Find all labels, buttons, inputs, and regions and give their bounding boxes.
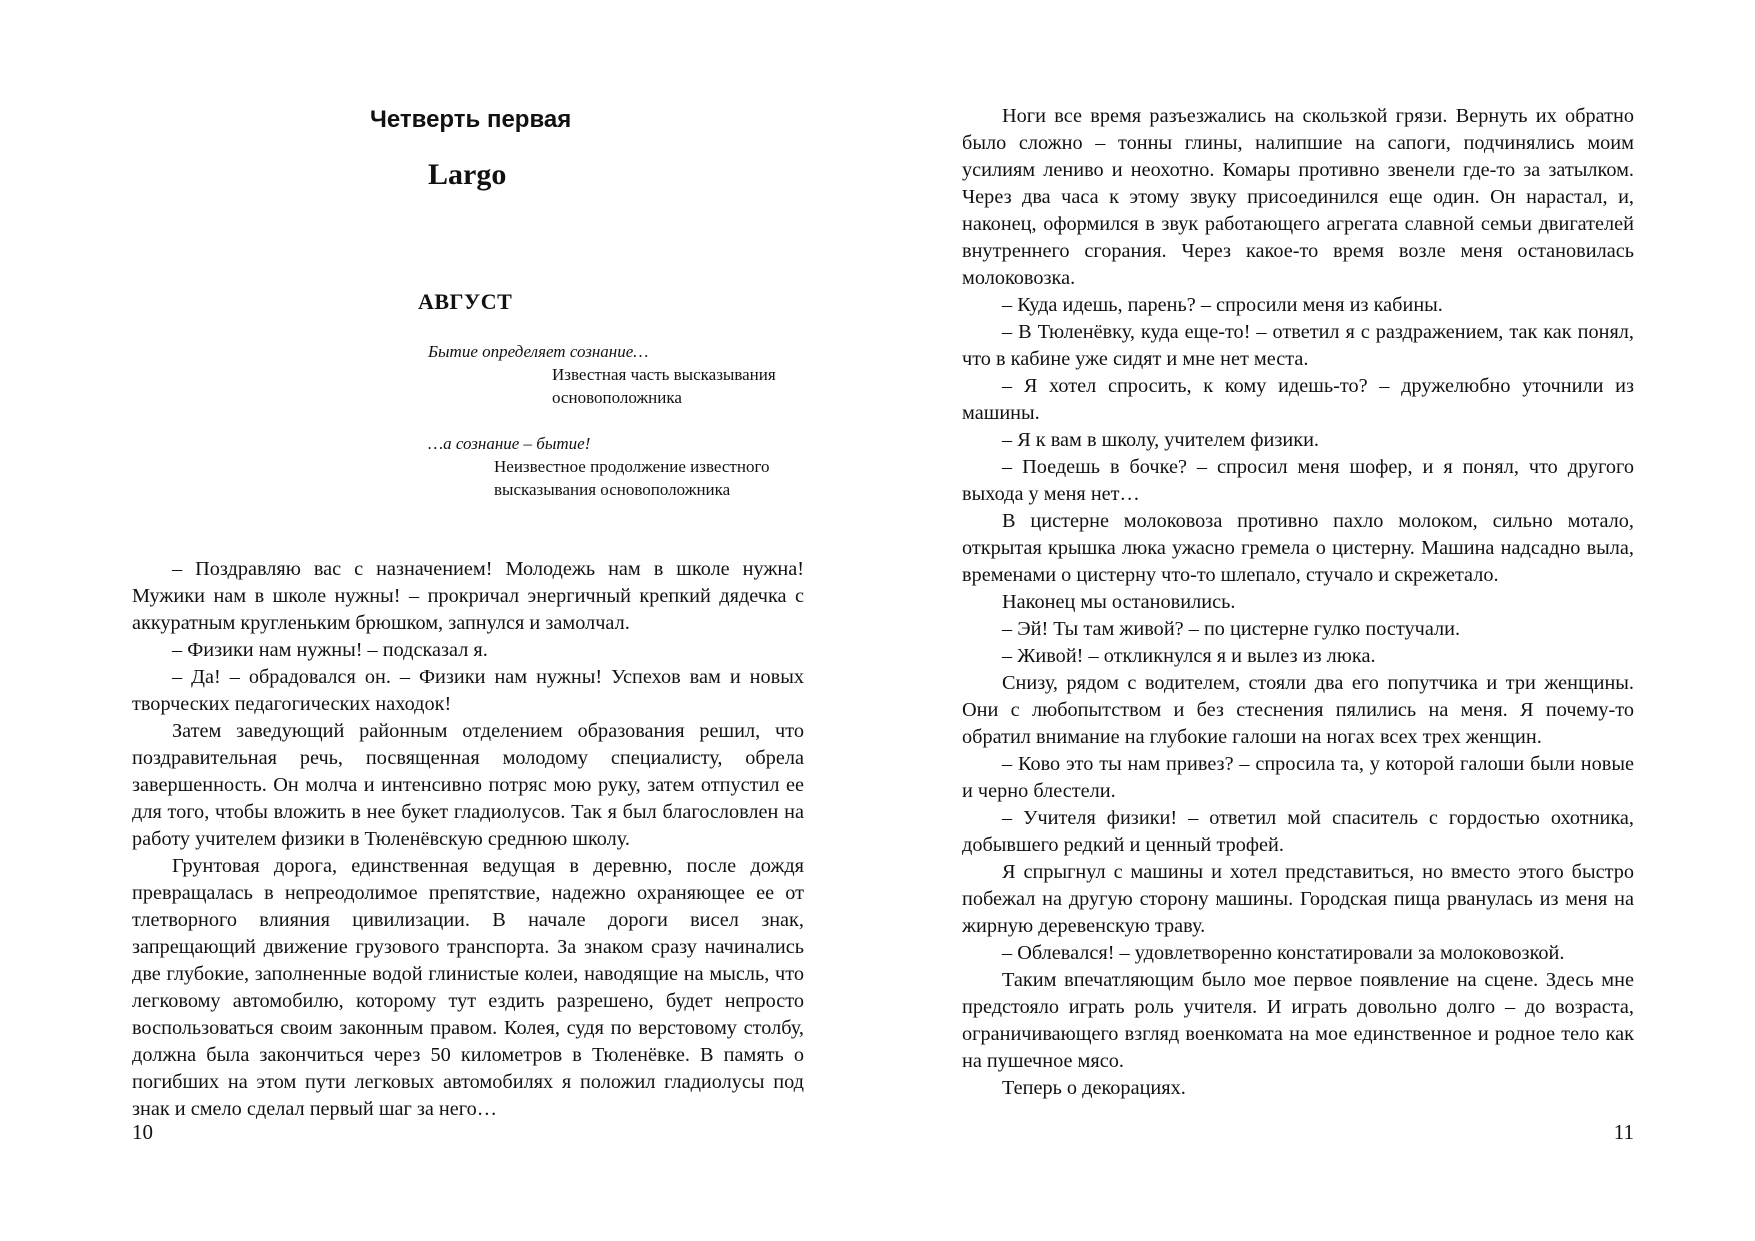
paragraph: Теперь о декорациях. (1002, 1077, 1186, 1099)
paragraph: Затем заведующий районным отделением образования решил, что поздравительная речь, посвященная молодому специалисту, обрела завершенность. Он молча и интенсивно потряс мою руку, затем отпустил ее для того, чтобы вложить в нее букет гладиолусов. Так я был благословлен на работу учителем физики в Тюленёвскую среднюю школу. (132, 720, 804, 850)
paragraph: – Облевался! – удовлетворенно констатировали за молоковозкой. (1002, 942, 1565, 964)
paragraph: Наконец мы остановились. (1002, 591, 1236, 613)
epigraph-quote: Бытие определяет сознание… (428, 342, 649, 361)
paragraph: – Куда идешь, парень? – спросили меня из кабины. (1002, 294, 1443, 316)
paragraph: Я спрыгнул с машины и хотел представиться, но вместо этого быстро побежал на другую сторону машины. Городская пища рванулась из меня на жирную деревенскую траву. (962, 861, 1634, 937)
paragraph: – Физики нам нужны! – подсказал я. (172, 639, 488, 661)
paragraph: – Эй! Ты там живой? – по цистерне гулко постучали. (1002, 618, 1461, 640)
paragraph: – Ково это ты нам привез? – спросила та, у которой галоши были новые и черно блестели. (962, 753, 1634, 802)
body-text (962, 103, 1634, 1102)
paragraph: Снизу, рядом с водителем, стояли два его попутчика и три женщины. Они с любопытством и без стеснения пялились на меня. Я почему-то обратил внимание на глубокие галоши на ногах всех трех женщин. (962, 672, 1634, 748)
paragraph: Грунтовая дорога, единственная ведущая в деревню, после дождя превращалась в непреодолимое препятствие, надежно охраняющее ее от тлетворного влияния цивилизации. В начале дороги висел знак, запрещающий движение грузового транспорта. За знаком сразу начинались две глубокие, заполненные водой глинистые колеи, наводящие на мысль, что легковому автомобилю, которому тут ездить разрешено, будет непросто воспользоваться своим законным правом. Колея, судя по верстовому столбу, должна была закончиться через 50 километров в Тюленёвке. В память о погибших на этом пути легковых автомобилях я положил гладиолусы под знак и смело сделал первый шаг за него… (132, 855, 804, 1120)
paragraph: – Поздравляю вас с назначением! Молодежь нам в школе нужна! Мужики нам в школе нужны! – прокричал энергичный крепкий дядечка с аккуратным кругленьким брюшком, запнулся и замолчал. (132, 558, 804, 634)
paragraph: Таким впечатляющим было мое первое появление на сцене. Здесь мне предстояло играть роль учителя. И играть довольно долго – до возраста, ограничивающего взгляд военкомата на мое единственное и родное тело как на пушечное мясо. (962, 969, 1634, 1072)
part-title: Четверть первая (370, 106, 572, 133)
paragraph: – Поедешь в бочке? – спросил меня шофер, и я понял, что другого выхода у меня нет… (962, 456, 1634, 505)
paragraph: – Живой! – откликнулся я и вылез из люка. (1002, 645, 1376, 667)
left-page (132, 0, 804, 1241)
chapter-title: Largo (428, 158, 507, 191)
epigraph-attribution-line: Известная часть высказывания (552, 365, 776, 384)
page-number: 10 (132, 1120, 153, 1144)
right-page (962, 0, 1634, 1241)
paragraph: Ноги все время разъезжались на скользкой грязи. Вернуть их обратно было сложно – тонны глины, налипшие на сапоги, подчинялись моим усилиям лениво и неохотно. Комары противно звенели где-то за затылком. Через два часа к этому звуку присоединился еще один. Он нарастал, и, наконец, оформился в звук работающего агрегата славной семьи двигателей внутреннего сгорания. Через какое-то время возле меня остановилась молоковозка. (962, 105, 1634, 289)
page-number: 11 (1613, 1120, 1634, 1144)
epigraph-quote: …а сознание – бытие! (428, 434, 591, 453)
paragraph: – Я хотел спросить, к кому идешь-то? – дружелюбно уточнили из машины. (962, 375, 1634, 424)
paragraph: – Да! – обрадовался он. – Физики нам нужны! Успехов вам и новых творческих педагогических находок! (132, 666, 804, 715)
epigraph-attribution-line: Неизвестное продолжение известного (494, 457, 770, 476)
epigraph-attribution-line: основоположника (552, 388, 682, 407)
paragraph: В цистерне молоковоза противно пахло молоком, сильно мотало, открытая крышка люка ужасно гремела о цистерну. Машина надсадно выла, временами о цистерну что-то шлепало, стучало и скрежетало. (962, 510, 1634, 586)
epigraph (428, 432, 770, 501)
body-text (132, 556, 804, 1123)
epigraph (428, 340, 776, 409)
paragraph: – Учителя физики! – ответил мой спаситель с гордостью охотника, добывшего редкий и ценный трофей. (962, 807, 1634, 856)
epigraph-attribution-line: высказывания основоположника (494, 480, 731, 499)
paragraph: – Я к вам в школу, учителем физики. (1002, 429, 1320, 451)
section-heading: АВГУСТ (418, 289, 513, 314)
paragraph: – В Тюленёвку, куда еще-то! – ответил я с раздражением, так как понял, что в кабине уже сидят и мне нет места. (962, 321, 1634, 370)
